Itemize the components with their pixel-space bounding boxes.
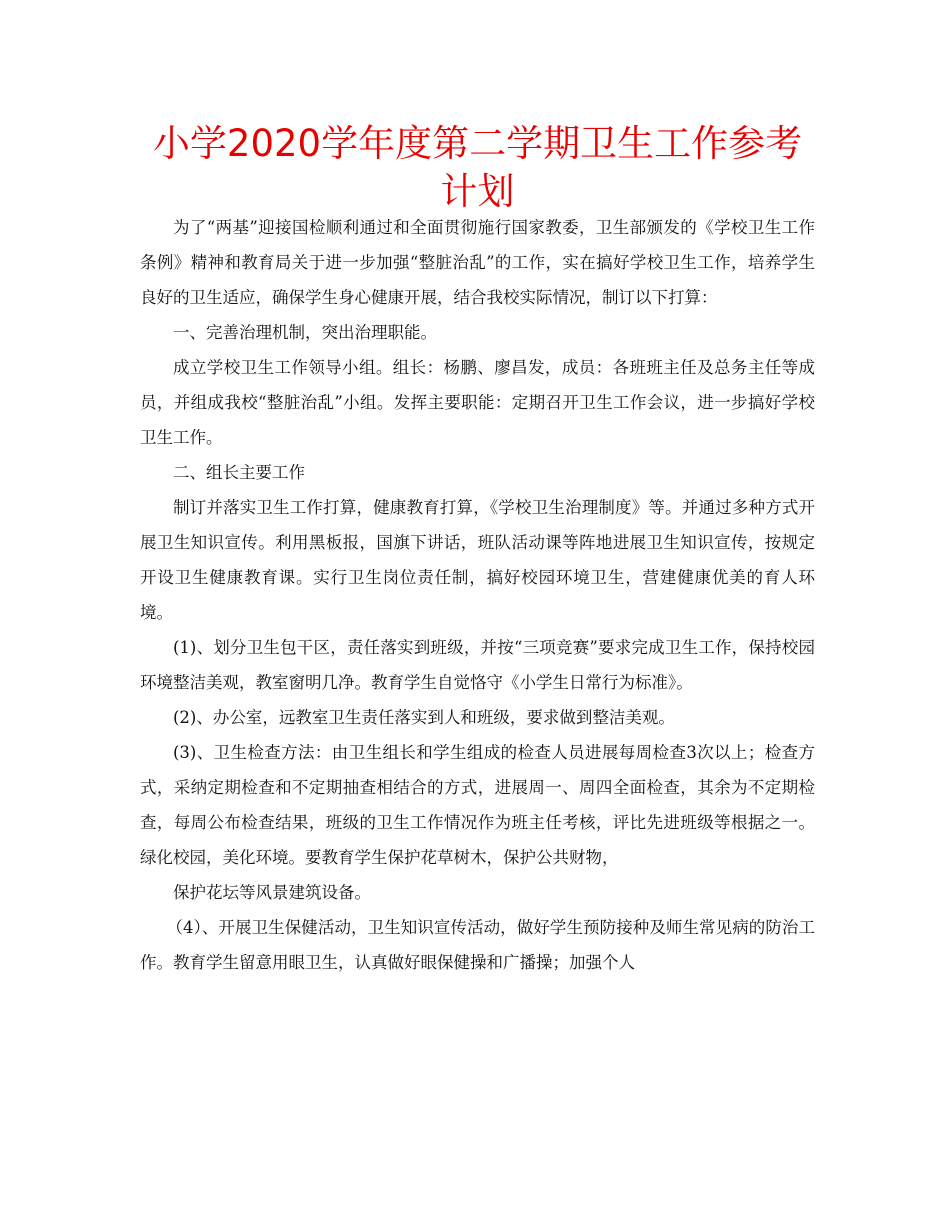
paragraph-leadership: 成立学校卫生工作领导小组。组长：杨鹏、廖昌发，成员：各班班主任及总务主任等成员，并组成我校“整脏治乱”小组。发挥主要职能：定期召开卫生工作会议，进一步搞好学校卫生工作。 <box>140 358 815 447</box>
paragraph-intro: 为了“两基”迎接国检顺利通过和全面贯彻施行国家教委，卫生部颁发的《学校卫生工作条例》精神和教育局关于进一步加强“整脏治乱”的工作，实在搞好学校卫生工作，培养学生良好的卫生适应，确保学生身心健康开展，结合我校实际情况，制订以下打算： <box>140 218 815 307</box>
heading-section-1: 一、完善治理机制，突出治理职能。 <box>173 323 437 342</box>
heading-section-2: 二、组长主要工作 <box>173 463 305 482</box>
paragraph-item-3: (3)、卫生检查方法：由卫生组长和学生组成的检查人员进展每周检查3次以上；检查方式，采纳定期检查和不定期抽查相结合的方式，进展周一、周四全面检查，其余为不定期检查，每周公布检查结果，班级的卫生工作情况作为班主任考核，评比先进班级等根据之一。绿化校园，美化环境。要教育学生保护花草树木，保护公共财物， <box>140 743 815 867</box>
paragraph-item-3-continued: 保护花坛等风景建筑设备。 <box>173 883 371 902</box>
paragraph-main-work: 制订并落实卫生工作打算，健康教育打算，《学校卫生治理制度》等。并通过多种方式开展卫生知识宣传。利用黑板报，国旗下讲话，班队活动课等阵地进展卫生知识宣传，按规定开设卫生健康教育课。实行卫生岗位责任制，搞好校园环境卫生，营建健康优美的育人环境。 <box>140 498 815 622</box>
document-title: 小学2020学年度第二学期卫生工作参考计划 <box>152 122 803 213</box>
paragraph-item-4: （4）、开展卫生保健活动，卫生知识宣传活动，做好学生预防接种及师生常见病的防治工作。教育学生留意用眼卫生，认真做好眼保健操和广播操；加强个人 <box>140 918 815 972</box>
paragraph-item-1: (1)、划分卫生包干区，责任落实到班级，并按“三项竞赛”要求完成卫生工作，保持校园环境整洁美观，教室窗明几净。教育学生自觉恪守《小学生日常行为标准》。 <box>140 638 815 692</box>
paragraph-item-2: (2)、办公室，远教室卫生责任落实到人和班级，要求做到整洁美观。 <box>173 708 675 727</box>
document-body <box>140 210 815 980</box>
